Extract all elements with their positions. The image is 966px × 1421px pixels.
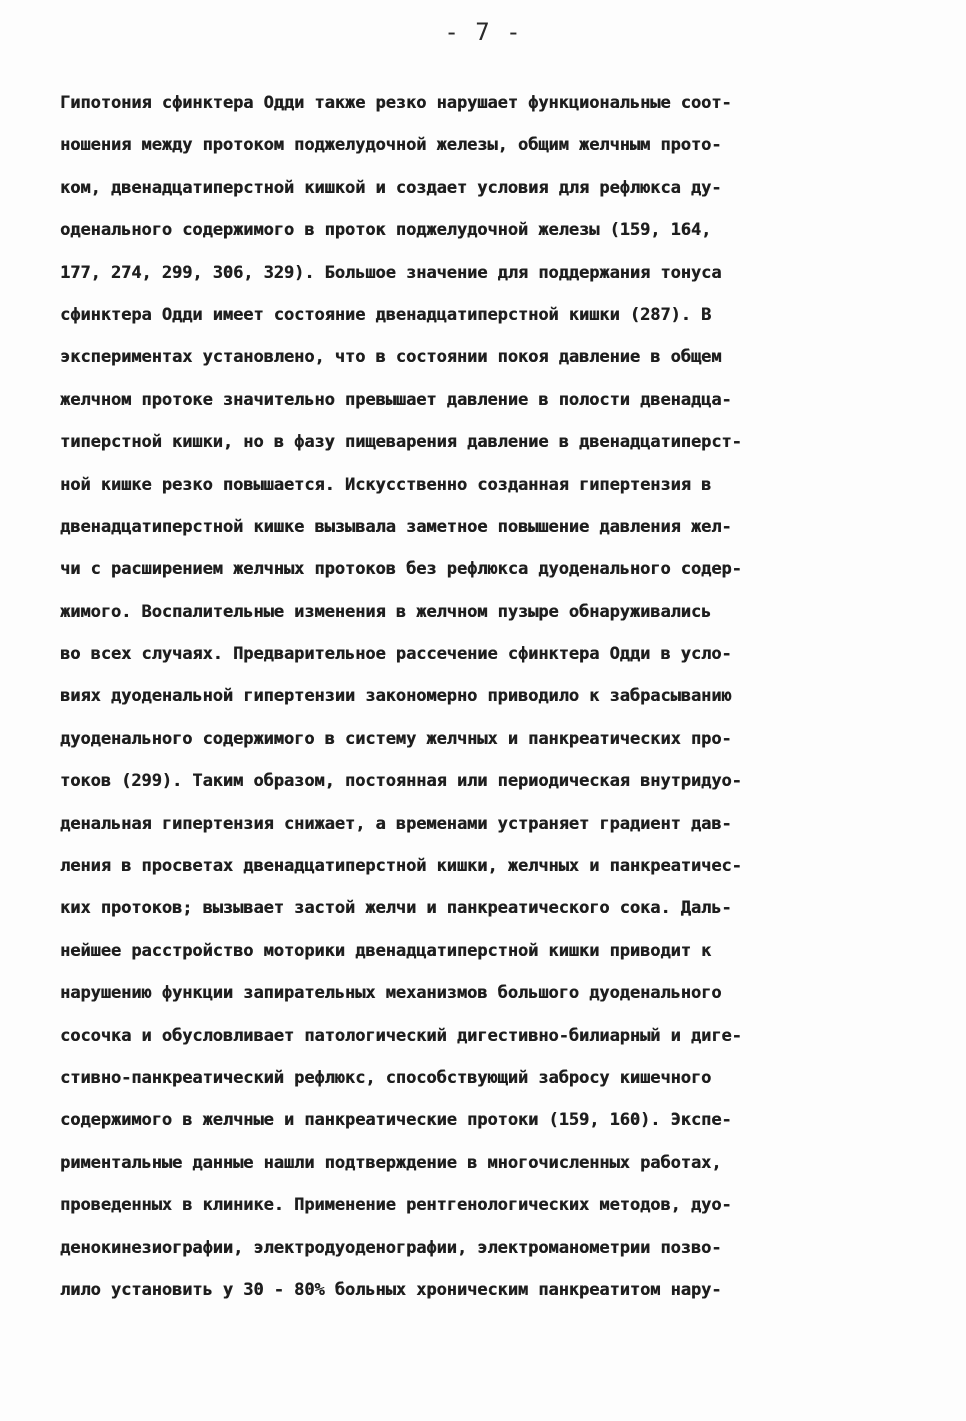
text-line: ления в просветах двенадцатиперстной кишки, желчных и панкреатичес-	[60, 856, 742, 877]
body-paragraph	[60, 82, 920, 1311]
text-line: экспериментах установлено, что в состоянии покоя давление в общем	[60, 347, 722, 368]
text-line: оденального содержимого в проток поджелудочной железы (159, 164,	[60, 220, 712, 241]
text-line: лило установить у 30 - 80% больных хроническим панкреатитом нару-	[60, 1279, 722, 1300]
text-line: содержимого в желчные и панкреатические протоки (159, 160). Экспе-	[60, 1110, 732, 1131]
text-line: токов (299). Таким образом, постоянная или периодическая внутридуо-	[60, 771, 742, 792]
text-line: денокинезиографии, электродуоденографии, электроманометрии позво-	[60, 1237, 722, 1258]
text-line: нейшее расстройство моторики двенадцатиперстной кишки приводит к	[60, 940, 712, 961]
text-line: типерстной кишки, но в фазу пищеварения давление в двенадцатиперст-	[60, 432, 742, 453]
text-line: риментальные данные нашли подтверждение в многочисленных работах,	[60, 1152, 722, 1173]
text-line: Гипотония сфинктера Одди также резко нарушает функциональные соот-	[60, 93, 732, 113]
text-line: желчном протоке значительно превышает давление в полости двенадца-	[60, 389, 732, 410]
text-line: чи с расширением желчных протоков без рефлюкса дуоденального содер-	[60, 559, 742, 580]
text-line: двенадцатиперстной кишке вызывала заметное повышение давления жел-	[60, 516, 732, 537]
text-line: 177, 274, 299, 306, 329). Большое значение для поддержания тонуса	[60, 262, 722, 283]
text-line: сосочка и обусловливает патологический дигестивно-билиарный и диге-	[60, 1025, 742, 1046]
text-line: ком, двенадцатиперстной кишкой и создает условия для рефлюкса ду-	[60, 177, 722, 198]
text-line: жимого. Воспалительные изменения в желчном пузыре обнаруживались	[60, 601, 712, 622]
text-line: во всех случаях. Предварительное рассечение сфинктера Одди в усло-	[60, 644, 732, 665]
text-line: нарушению функции запирательных механизмов большого дуоденального	[60, 983, 722, 1004]
text-line: денальная гипертензия снижает, а временами устраняет градиент дав-	[60, 813, 732, 834]
text-line: ких протоков; вызывает застой желчи и панкреатического сока. Даль-	[60, 898, 732, 919]
text-line: проведенных в клинике. Применение рентгенологических методов, дуо-	[60, 1195, 732, 1216]
text-line: виях дуоденальной гипертензии закономерно приводило к забрасыванию	[60, 686, 732, 707]
text-line: сфинктера Одди имеет состояние двенадцатиперстной кишки (287). В	[60, 304, 712, 325]
text-line: стивно-панкреатический рефлюкс, способствующий забросу кишечного	[60, 1067, 712, 1088]
page-number: - 7 -	[444, 18, 522, 46]
text-line: дуоденального содержимого в систему желчных и панкреатических про-	[60, 728, 732, 749]
text-line: ношения между протоком поджелудочной железы, общим желчным прото-	[60, 135, 722, 156]
text-line: ной кишке резко повышается. Искусственно созданная гипертензия в	[60, 474, 712, 495]
